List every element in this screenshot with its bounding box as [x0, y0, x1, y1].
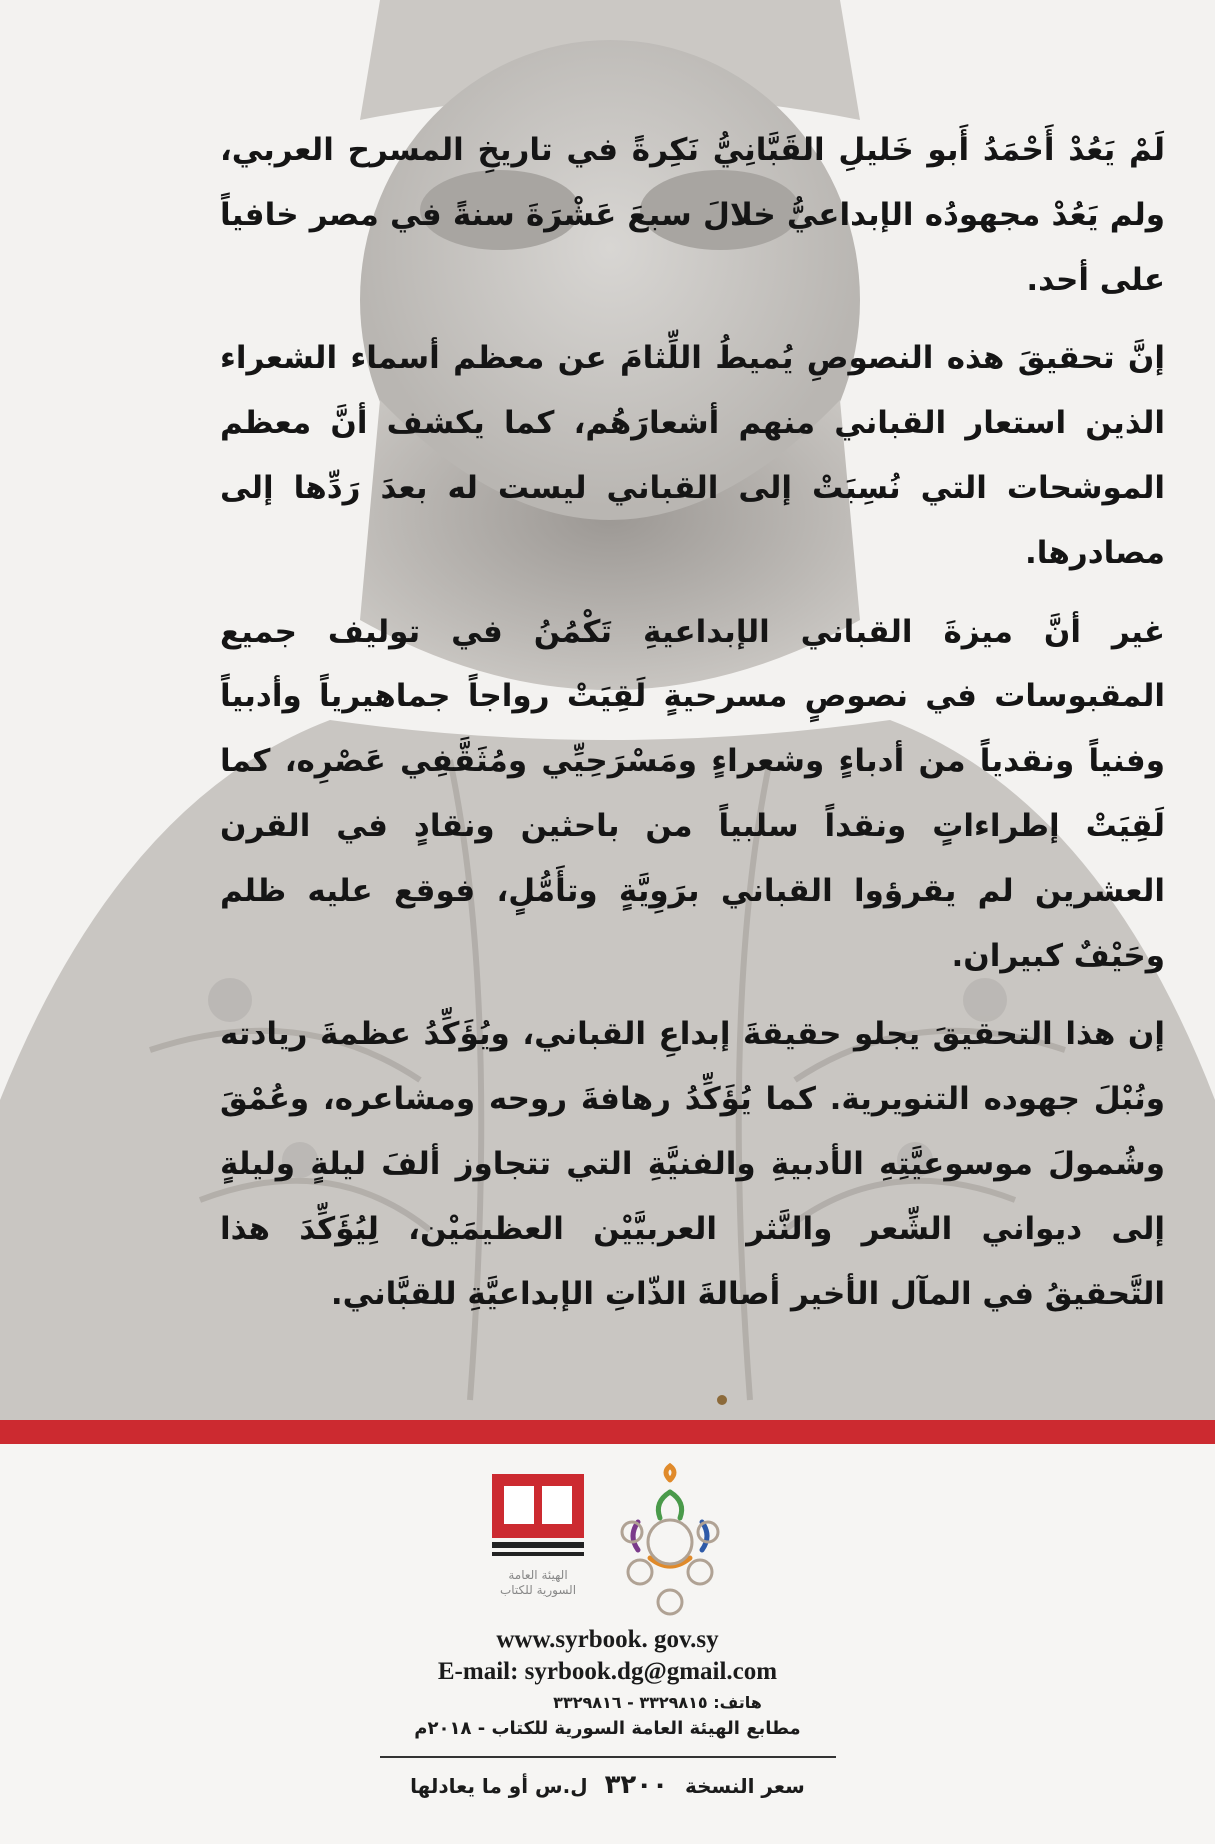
price-line	[0, 1770, 1215, 1800]
blurb-paragraph-2: إنَّ تحقيقَ هذه النصوصِ يُميطُ اللِّثامَ عن معظم أسماء الشعراء الذين استعار القباني منهم أشعارَهُم، كما يكشف أنَّ معظم الموشحات التي نُسِبَتْ إلى القباني ليست له بعدَ رَدِّها إلى مصادرها.	[220, 340, 1165, 571]
blurb-paragraph-4: إن هذا التحقيقَ يجلو حقيقةَ إبداعِ القباني، ويُؤَكِّدُ عظمةَ ريادته ونُبْلَ جهوده التنويرية. كما يُؤَكِّدُ رهافةَ روحه ومشاعره، وعُمْقَ وشُمولَ موسوعيَّتِهِ الأدبيةِ والفنيَّةِ التي تتجاوز ألفَ ليلةٍ وليلةٍ إلى ديواني الشِّعر والنَّثر العربيَّيْن العظيمَيْن، لِيُؤَكِّدَ هذا التَّحقيقُ في المآل الأخير أصالةَ الذّاتِ الإبداعيَّةِ للقبَّاني.	[220, 1016, 1165, 1312]
publisher-logo-caption	[490, 1568, 586, 1598]
price-divider	[380, 1756, 836, 1758]
red-divider-band	[0, 1420, 1215, 1444]
star-flower-icon	[610, 1462, 730, 1622]
phone-numbers: هاتف: ٣٣٢٩٨١٥ - ٣٣٢٩٨١٦	[553, 1693, 762, 1712]
culture-ministry-logo	[610, 1462, 730, 1622]
price-label: سعر النسخة	[685, 1774, 805, 1798]
open-book-icon	[490, 1472, 586, 1564]
website-url[interactable]: www.syrbook. gov.sy	[496, 1626, 719, 1653]
blurb-paragraph-1: لَمْ يَعُدْ أَحْمَدُ أَبو خَليلِ القَبَّانِيُّ نَكِرةً في تاريخِ المسرح العربي، ولم يَعُدْ مجهودُه الإبداعيُّ خلالَ سبعَ عَشْرَةَ سنةً في مصر خافياً على أحد.	[220, 132, 1165, 298]
logo-caption-line-1: الهيئة العامة	[508, 1568, 568, 1582]
blurb-paragraph-3: غير أنَّ ميزةَ القباني الإبداعيةِ تَكْمُنُ في توليف جميع المقبوسات في نصوصٍ مسرحيةٍ لَقِيَتْ رواجاً جماهيرياً وأدبياً وفنياً ونقدياً من أدباءٍ وشعراءٍ ومَسْرَحِيِّي ومُثَقَّفِي عَصْرِه، كما لَقِيَتْ إطراءاتٍ ونقداً سلبياً من باحثين ونقادٍ في القرن العشرين لم يقرؤوا القباني برَوِيَّةٍ وتأَمُّلٍ، فوقع عليه ظلم وحَيْفٌ كبيران.	[220, 613, 1165, 974]
publisher-logos	[490, 1462, 750, 1622]
price-suffix: ل.س أو ما يعادلها	[410, 1774, 588, 1798]
email-address[interactable]: E-mail: syrbook.dg@gmail.com	[437, 1658, 778, 1685]
blurb-text	[220, 118, 1165, 1340]
price-amount: ٣٢٠٠	[604, 1770, 669, 1800]
printer-line: مطابع الهيئة العامة السورية للكتاب - ٢٠١٨م	[414, 1718, 801, 1739]
logo-caption-line-2: السورية للكتاب	[499, 1583, 577, 1597]
publisher-logo	[490, 1472, 586, 1622]
